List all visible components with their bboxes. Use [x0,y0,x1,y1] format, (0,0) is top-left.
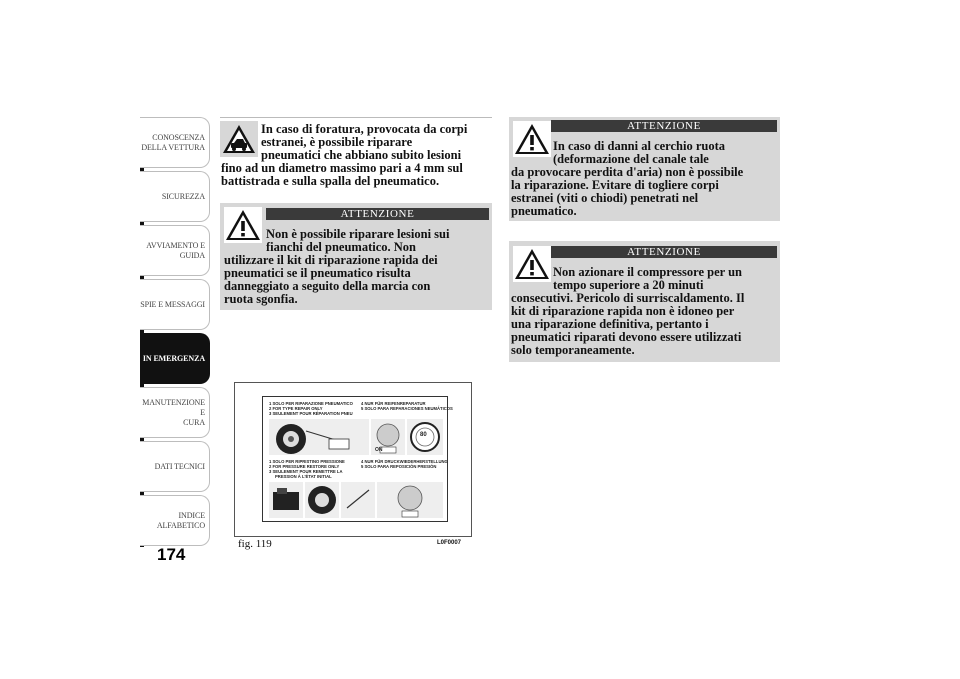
tab-avviamento-e-guida[interactable]: AVVIAMENTO E GUIDA [140,225,210,276]
label-text: 5 SOLO PARA REPOSICIÓN PRESIÓN [361,464,437,469]
label-text: 5 SOLO PARA REPARACIONES NEUMÁTICOS [361,406,453,411]
tab-spie-e-messaggi[interactable]: SPIE E MESSAGGI [140,279,210,330]
tab-in-emergenza[interactable]: IN EMERGENZA [140,333,210,384]
label-text: 4 NUR FÜR REIFENREPARATUR [361,401,426,406]
warning1-line-3: da provocare perdita d'aria) non è possibile [511,165,744,179]
car-tyre-icon [220,121,258,157]
label-text: 2 FOR TYPE REPAIR ONLY [269,406,323,411]
warning-header: ATTENZIONE [551,246,777,258]
tab-indice-alfabetico[interactable]: INDICE ALFABETICO [140,495,210,546]
warning-header: ATTENZIONE [551,120,777,132]
warning-header: ATTENZIONE [266,208,489,220]
warning-triangle-icon [513,121,551,157]
intro-line-5: battistrada e sulla spalla del pneumatico. [221,174,440,188]
repair-diagram-bottom [269,482,443,518]
warning-line-5: danneggiato a seguito della marcia con [224,279,431,293]
tab-sicurezza[interactable]: SICUREZZA [140,171,210,222]
tab-dati-tecnici[interactable]: DATI TECNICI [140,441,210,492]
warning1-line-4: la riparazione. Evitare di togliere corpi [511,178,719,192]
warning2-line-7: solo temporaneamente. [511,343,635,357]
warning1-line-5: estranei (viti o chiodi) penetrati nel [511,191,699,205]
label-text: 1 SOLO PER RIPRISTINO PRESSIONE [269,459,345,464]
warning1-line-6: pneumatico. [511,204,577,218]
warning1-line-2: (deformazione del canale tale [553,152,709,166]
tab-conoscenza-della-vettura[interactable]: CONOSCENZA DELLA VETTURA [140,117,210,168]
warning-triangle-icon [224,207,262,243]
warning2-line-1: Non azionare il compressore per un [553,265,743,279]
warning-line-2: fianchi del pneumatico. Non [266,240,417,254]
warning-line-4: pneumatici se il pneumatico risulta [224,266,411,280]
repair-diagram-top [269,419,443,455]
warning-triangle-icon [513,246,551,282]
warning2-line-3: consecutivi. Pericolo di surriscaldamento. Il [511,291,745,305]
label-text: 3 SEULEMENT POUR REMETTRE LA [269,469,343,474]
gauge-value: 80 [420,432,427,438]
warning2-line-2: tempo superiore a 20 minuti [553,278,704,292]
warning-line-1: Non è possibile riparare lesioni sui [266,227,450,241]
intro-line-1: In caso di foratura, provocata da corpi [261,122,468,136]
label-text: 4 NUR FÜR DRUCKWIEDERHERSTELLUNG [361,459,448,464]
column-top-rule [220,117,492,118]
page-number: 174 [157,545,186,564]
label-text: 1 SOLO PER RIPARAZIONE PNEUMATICO [269,401,353,406]
warning-line-6: ruota sgonfia. [224,292,298,306]
warning2-line-5: una riparazione definitiva, pertanto i [511,317,709,331]
label-text: 2 FOR PRESSURE RESTORE ONLY [269,464,340,469]
warning1-line-1: In caso di danni al cerchio ruota [553,139,726,153]
label-text: PRESSION À L'ÉTAT INITIAL [275,474,332,479]
repair-kit-label [262,396,453,522]
warning-line-3: utilizzare il kit di riparazione rapida dei [224,253,438,267]
figure-code: L0F0007 [437,540,462,546]
warning2-line-6: pneumatici riparati devono essere utilizzati [511,330,742,344]
warning2-line-4: kit di riparazione rapida non è idoneo per [511,304,735,318]
tab-manutenzione-e-cura[interactable]: MANUTENZIONE E CURA [140,387,210,438]
figure-caption: fig. 119 [238,538,272,550]
on-label: ON [375,447,383,453]
label-text: 3 SEULEMENT POUR RÉPARATION PNEU [269,411,353,416]
intro-line-2: estranei, è possibile riparare [261,135,413,149]
intro-line-3: pneumatici che abbiano subito lesioni [261,148,462,162]
intro-line-4: fino ad un diametro massimo pari a 4 mm sul [221,161,463,175]
